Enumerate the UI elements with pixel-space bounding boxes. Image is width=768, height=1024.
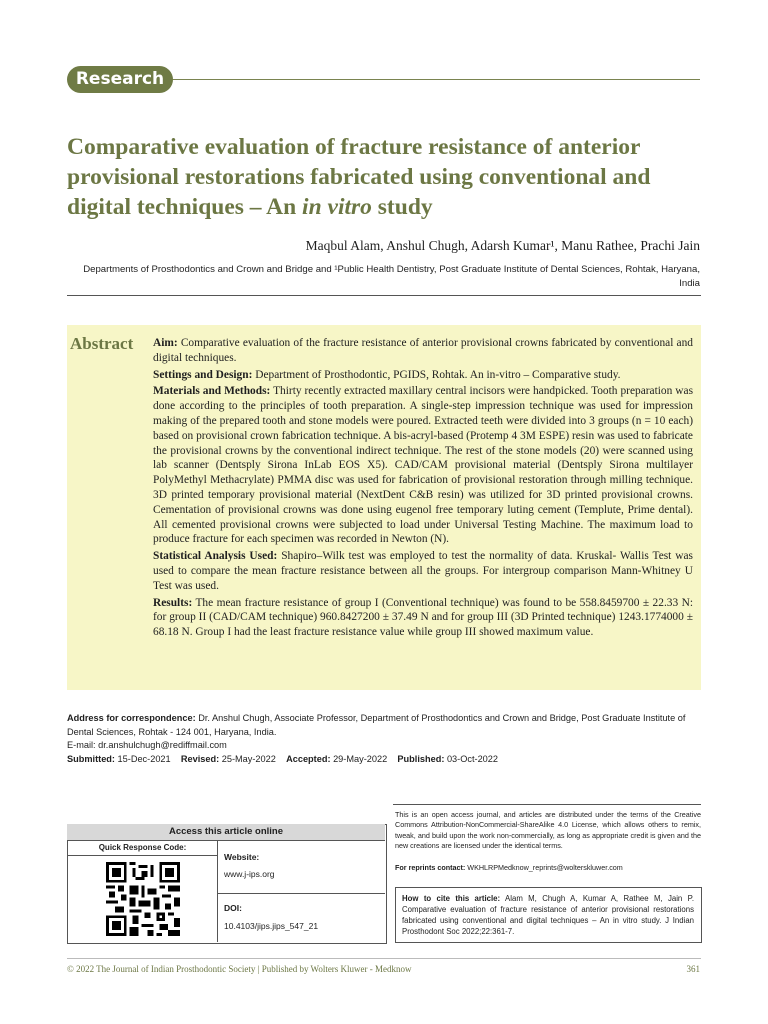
section-rule: [150, 79, 700, 80]
abstract-settings: [153, 368, 693, 383]
methods-label: Materials and Methods:: [153, 385, 271, 398]
correspondence-email[interactable]: E-mail: dr.anshulchugh@rediffmail.com: [67, 740, 227, 750]
reprints-label: For reprints contact:: [395, 863, 466, 872]
abstract-methods: [153, 384, 693, 547]
section-tab: Research: [67, 66, 173, 93]
affiliation: Departments of Prosthodontics and Crown and Bridge and ¹Public Health Dentistry, Post Graduate Institute of Dental Sciences, Rohtak, Haryana, India: [83, 264, 700, 289]
results-text: The mean fracture resistance of group I (Conventional technique) was found to be 558.8459700 ± 22.33 N: for group II (CAD/CAM technique) 960.8427200 ± 37.49 N and for group III (3D Printed technique) 1243.1774000 ± 68.18 N. Group I had the least fracture resistance value while group III showed maximum value.: [153, 596, 693, 639]
correspondence-label: Address for correspondence:: [67, 713, 196, 723]
citation-body: Alam M, Chugh A, Kumar A, Rathee M, Jain P. Comparative evaluation of fracture resistance of anterior provisional restorations fabricated using conventional and digital techniques – An in vitro study. J Indian Prosthodont Soc 2022;22:361-7.: [402, 894, 694, 936]
qr-code-icon[interactable]: [106, 862, 180, 936]
page-number: 361: [686, 964, 700, 974]
qr-label: Quick Response Code:: [98, 843, 187, 852]
abstract-body: [153, 336, 693, 642]
open-access-rule: [393, 804, 701, 805]
article-title: [67, 132, 707, 222]
abstract-stats: [153, 549, 693, 593]
abstract-aim: [153, 336, 693, 366]
accepted-date: 29-May-2022: [330, 753, 388, 764]
title-part-2: study: [371, 194, 433, 220]
stats-label: Statistical Analysis Used:: [153, 550, 278, 563]
methods-text: Thirty recently extracted maxillary central incisors were handpicked. Tooth preparation was done according to the principles of tooth preparation. A single-step impression technique was used for impression making of the prepared tooth and stone models were poured. Extracted teeth were divided into 3 groups (n = 10 each) based on provisional crown fabrication technique. A bis-acryl-based (Protemp 4 3M ESPE) resin was used to fabricate the provisional crowns by the conventional indirect technique. The rest of the stone models (20) were scanned using lab scanner (Dentsply Sirona InLab EOS X5). CAD/CAM provisional material (Dentsply Sirona multilayer PolyMethyl Methacrylate) PMMA disc was used for fabrication of provisional restoration through milling technique. 3D printed temporary provisional material (NextDent C&B resin) was utilized for 3D printed provisional crowns. Cementation of provisional crowns was done using eugenol free temporary luting cement (Templute, Prime dental). All cemented provisional crowns were subjected to load under Universal Testing Machine. The maximum load to produce fracture for each specimen was recorded in Newton (N).: [153, 385, 694, 546]
authors: Maqbul Alam, Anshul Chugh, Adarsh Kumar¹, Manu Rathee, Prachi Jain: [305, 238, 700, 253]
open-access-notice: This is an open access journal, and articles are distributed under the terms of the Creative Commons Attribution-NonCommercial-ShareAlike 4.0 License, which allows others to remix, tweak, and build upon the work non-commercially, as long as appropriate credit is given and the new creations are licensed under the identical terms.: [395, 810, 701, 851]
results-label: Results:: [153, 596, 193, 609]
website-link[interactable]: www.j-ips.org: [224, 869, 275, 879]
footer-rule: [67, 958, 701, 959]
footer-journal: © 2022 The Journal of Indian Prosthodontic Society | Published by Wolters Kluwer - Medknow: [67, 964, 412, 974]
header-divider: [67, 295, 701, 296]
abstract-heading: Abstract: [70, 334, 134, 353]
settings-text: Department of Prosthodontic, PGIDS, Rohtak. An in-vitro – Comparative study.: [252, 368, 621, 381]
doi-link[interactable]: 10.4103/jips.jips_547_21: [224, 921, 319, 931]
accepted-label: Accepted:: [286, 753, 331, 764]
title-italic: in vitro: [302, 194, 372, 220]
reprints-email[interactable]: WKHLRPMedknow_reprints@wolterskluwer.com: [465, 863, 623, 872]
correspondence-text: Dr. Anshul Chugh, Associate Professor, Department of Prosthodontics and Crown and Bridge, Post Graduate Institute of Dental Sciences, Rohtak - 124 001, Haryana, India.: [67, 713, 686, 737]
correspondence-address: [67, 712, 707, 739]
stats-text: Shapiro–Wilk test was employed to test the normality of data. Kruskal- Wallis Test was used to compare the mean fracture resistance between all the groups. For intergroup comparison Mann-Whitney U Test was used.: [153, 550, 693, 592]
published-date: 03-Oct-2022: [444, 753, 499, 764]
title-part-1: Comparative evaluation of fracture resistance of anterior provisional restorations fabricated using conventional and digital techniques – An: [67, 134, 651, 220]
revised-date: 25-May-2022: [219, 753, 276, 764]
published-label: Published:: [397, 753, 445, 764]
website-label: Website:: [224, 852, 260, 862]
reprints-contact: [395, 863, 701, 872]
abstract-results: [153, 596, 693, 640]
access-heading: Access this article online: [67, 824, 385, 841]
access-divider-vertical: [217, 841, 218, 942]
citation-text: [402, 893, 694, 937]
access-divider-left: [67, 855, 217, 856]
doi-label: DOI:: [224, 903, 242, 913]
correspondence: [67, 712, 707, 766]
aim-label: Aim:: [153, 337, 178, 349]
aim-text: Comparative evaluation of the fracture resistance of anterior provisional crowns fabricated by conventional and digital techniques.: [153, 337, 693, 364]
revised-label: Revised:: [180, 753, 220, 764]
citation-label: How to cite this article:: [402, 894, 501, 903]
settings-label: Settings and Design:: [153, 368, 253, 381]
submitted-date: 15-Dec-2021: [114, 753, 171, 764]
submitted-label: Submitted:: [67, 753, 115, 764]
access-divider-right: [217, 893, 385, 894]
article-dates: [67, 753, 707, 767]
